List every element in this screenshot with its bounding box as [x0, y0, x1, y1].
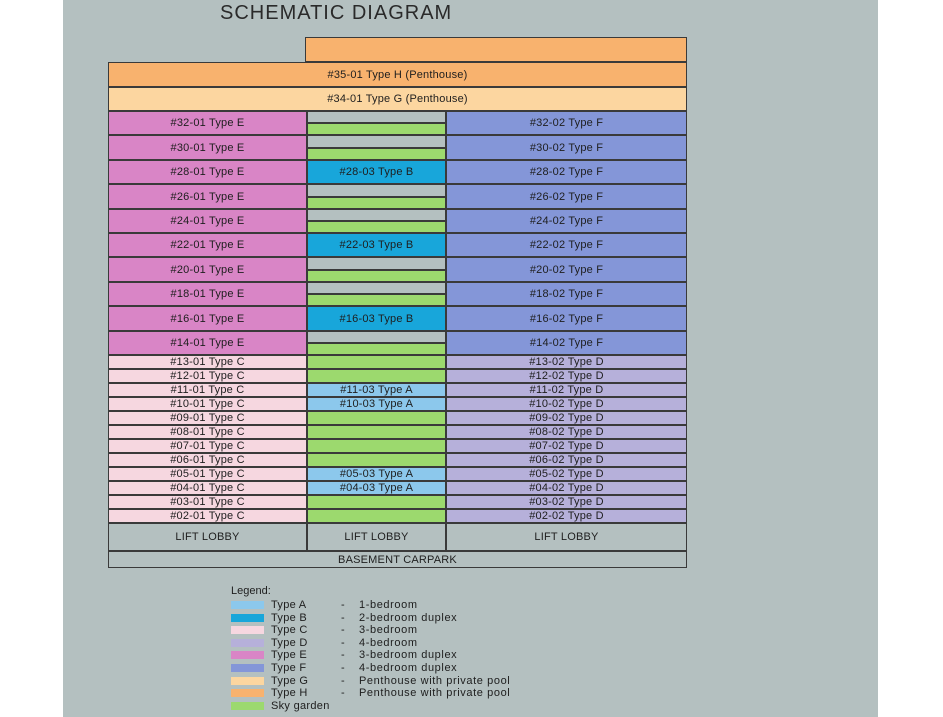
unit-26-02: #26-02 Type F: [446, 184, 687, 209]
unit-02-01: #02-01 Type C: [108, 509, 307, 523]
unit-09-02: #09-02 Type D: [446, 411, 687, 425]
unit-35-01: #35-01 Type H (Penthouse): [108, 62, 687, 87]
legend-dash: -: [341, 687, 345, 700]
legend-item-C: [231, 624, 418, 636]
legend-item-A: [231, 599, 418, 611]
unit-10-02: #10-02 Type D: [446, 397, 687, 411]
legend-dash: -: [341, 636, 345, 649]
sky-garden-02: [307, 509, 446, 523]
unit-14-02: #14-02 Type F: [446, 331, 687, 355]
sky-garden-09: [307, 411, 446, 425]
lift-lobby-middle: LIFT LOBBY: [307, 523, 446, 551]
unit-07-01: #07-01 Type C: [108, 439, 307, 453]
diagram-title: SCHEMATIC DIAGRAM: [220, 2, 453, 24]
legend-description: Penthouse with private pool: [359, 687, 511, 700]
void-26: [307, 184, 446, 197]
legend-description: 2-bedroom duplex: [359, 611, 458, 624]
unit-16-01: #16-01 Type E: [108, 306, 307, 331]
legend-code: Type H: [271, 687, 308, 700]
unit-10-03: #10-03 Type A: [307, 397, 446, 411]
unit-22-02: #22-02 Type F: [446, 233, 687, 257]
legend-code: Type G: [271, 674, 309, 687]
legend-swatch: [231, 702, 264, 710]
unit-06-01: #06-01 Type C: [108, 453, 307, 467]
legend-code: Type A: [271, 599, 307, 611]
legend-description: 1-bedroom: [359, 599, 418, 611]
unit-34-01: #34-01 Type G (Penthouse): [108, 87, 687, 111]
penthouse-roof-block: [305, 37, 687, 62]
void-14: [307, 331, 446, 343]
unit-13-01: #13-01 Type C: [108, 355, 307, 369]
unit-08-02: #08-02 Type D: [446, 425, 687, 439]
legend-item-H: [231, 687, 510, 699]
sky-garden-24: [307, 221, 446, 233]
unit-22-03: #22-03 Type B: [307, 233, 446, 257]
unit-20-02: #20-02 Type F: [446, 257, 687, 282]
unit-04-03: #04-03 Type A: [307, 481, 446, 495]
unit-16-03: #16-03 Type B: [307, 306, 446, 331]
legend-item-F: [231, 662, 457, 674]
basement-carpark: BASEMENT CARPARK: [108, 551, 687, 568]
sky-garden-13: [307, 355, 446, 369]
sky-garden-18: [307, 294, 446, 306]
unit-28-01: #28-01 Type E: [108, 160, 307, 184]
unit-12-02: #12-02 Type D: [446, 369, 687, 383]
unit-04-02: #04-02 Type D: [446, 481, 687, 495]
unit-28-02: #28-02 Type F: [446, 160, 687, 184]
unit-18-02: #18-02 Type F: [446, 282, 687, 306]
unit-24-01: #24-01 Type E: [108, 209, 307, 233]
sky-garden-32: [307, 123, 446, 135]
unit-07-02: #07-02 Type D: [446, 439, 687, 453]
unit-06-02: #06-02 Type D: [446, 453, 687, 467]
sky-garden-20: [307, 270, 446, 282]
void-32: [307, 111, 446, 123]
sky-garden-12: [307, 369, 446, 383]
legend-swatch: [231, 601, 264, 609]
legend-item-E: [231, 649, 457, 661]
legend-description: Penthouse with private pool: [359, 674, 511, 687]
legend-dash: -: [341, 611, 345, 624]
legend-swatch: [231, 689, 264, 697]
legend-code: Type E: [271, 649, 308, 662]
legend-item-D: [231, 637, 418, 649]
sky-garden-03: [307, 495, 446, 509]
legend-dash: -: [341, 674, 345, 687]
unit-10-01: #10-01 Type C: [108, 397, 307, 411]
legend-swatch: [231, 651, 264, 659]
legend-swatch: [231, 626, 264, 634]
lift-lobby-right: LIFT LOBBY: [446, 523, 687, 551]
sky-garden-07: [307, 439, 446, 453]
legend-swatch: [231, 677, 264, 685]
legend-item-garden: [231, 700, 341, 712]
unit-13-02: #13-02 Type D: [446, 355, 687, 369]
legend-code: Type F: [271, 662, 307, 674]
unit-30-01: #30-01 Type E: [108, 135, 307, 160]
unit-09-01: #09-01 Type C: [108, 411, 307, 425]
legend-dash: -: [341, 662, 345, 674]
unit-11-02: #11-02 Type D: [446, 383, 687, 397]
sky-garden-06: [307, 453, 446, 467]
legend-dash: -: [341, 649, 345, 662]
legend-code: Sky garden: [271, 699, 330, 712]
legend-title: Legend:: [231, 585, 271, 597]
unit-05-01: #05-01 Type C: [108, 467, 307, 481]
legend-description: 4-bedroom: [359, 636, 418, 649]
unit-18-01: #18-01 Type E: [108, 282, 307, 306]
unit-30-02: #30-02 Type F: [446, 135, 687, 160]
legend-item-G: [231, 675, 510, 687]
unit-26-01: #26-01 Type E: [108, 184, 307, 209]
unit-32-02: #32-02 Type F: [446, 111, 687, 135]
legend-description: 4-bedroom duplex: [359, 662, 458, 674]
unit-24-02: #24-02 Type F: [446, 209, 687, 233]
legend-code: Type D: [271, 636, 308, 649]
legend-description: 3-bedroom: [359, 624, 418, 637]
unit-12-01: #12-01 Type C: [108, 369, 307, 383]
legend-code: Type C: [271, 624, 308, 637]
legend-item-B: [231, 612, 457, 624]
legend-code: Type B: [271, 611, 308, 624]
unit-04-01: #04-01 Type C: [108, 481, 307, 495]
void-24: [307, 209, 446, 221]
unit-03-02: #03-02 Type D: [446, 495, 687, 509]
unit-03-01: #03-01 Type C: [108, 495, 307, 509]
unit-22-01: #22-01 Type E: [108, 233, 307, 257]
legend-swatch: [231, 639, 264, 647]
unit-08-01: #08-01 Type C: [108, 425, 307, 439]
unit-28-03: #28-03 Type B: [307, 160, 446, 184]
sky-garden-08: [307, 425, 446, 439]
legend-swatch: [231, 614, 264, 622]
unit-11-03: #11-03 Type A: [307, 383, 446, 397]
unit-20-01: #20-01 Type E: [108, 257, 307, 282]
legend-dash: -: [341, 624, 345, 637]
legend-description: 3-bedroom duplex: [359, 649, 458, 662]
void-18: [307, 282, 446, 294]
legend-dash: -: [341, 599, 345, 611]
unit-05-02: #05-02 Type D: [446, 467, 687, 481]
sky-garden-30: [307, 148, 446, 160]
unit-14-01: #14-01 Type E: [108, 331, 307, 355]
unit-11-01: #11-01 Type C: [108, 383, 307, 397]
legend-swatch: [231, 664, 264, 672]
unit-32-01: #32-01 Type E: [108, 111, 307, 135]
unit-02-02: #02-02 Type D: [446, 509, 687, 523]
unit-05-03: #05-03 Type A: [307, 467, 446, 481]
lift-lobby-left: LIFT LOBBY: [108, 523, 307, 551]
sky-garden-14: [307, 343, 446, 355]
unit-16-02: #16-02 Type F: [446, 306, 687, 331]
void-20: [307, 257, 446, 270]
sky-garden-26: [307, 197, 446, 209]
void-30: [307, 135, 446, 148]
